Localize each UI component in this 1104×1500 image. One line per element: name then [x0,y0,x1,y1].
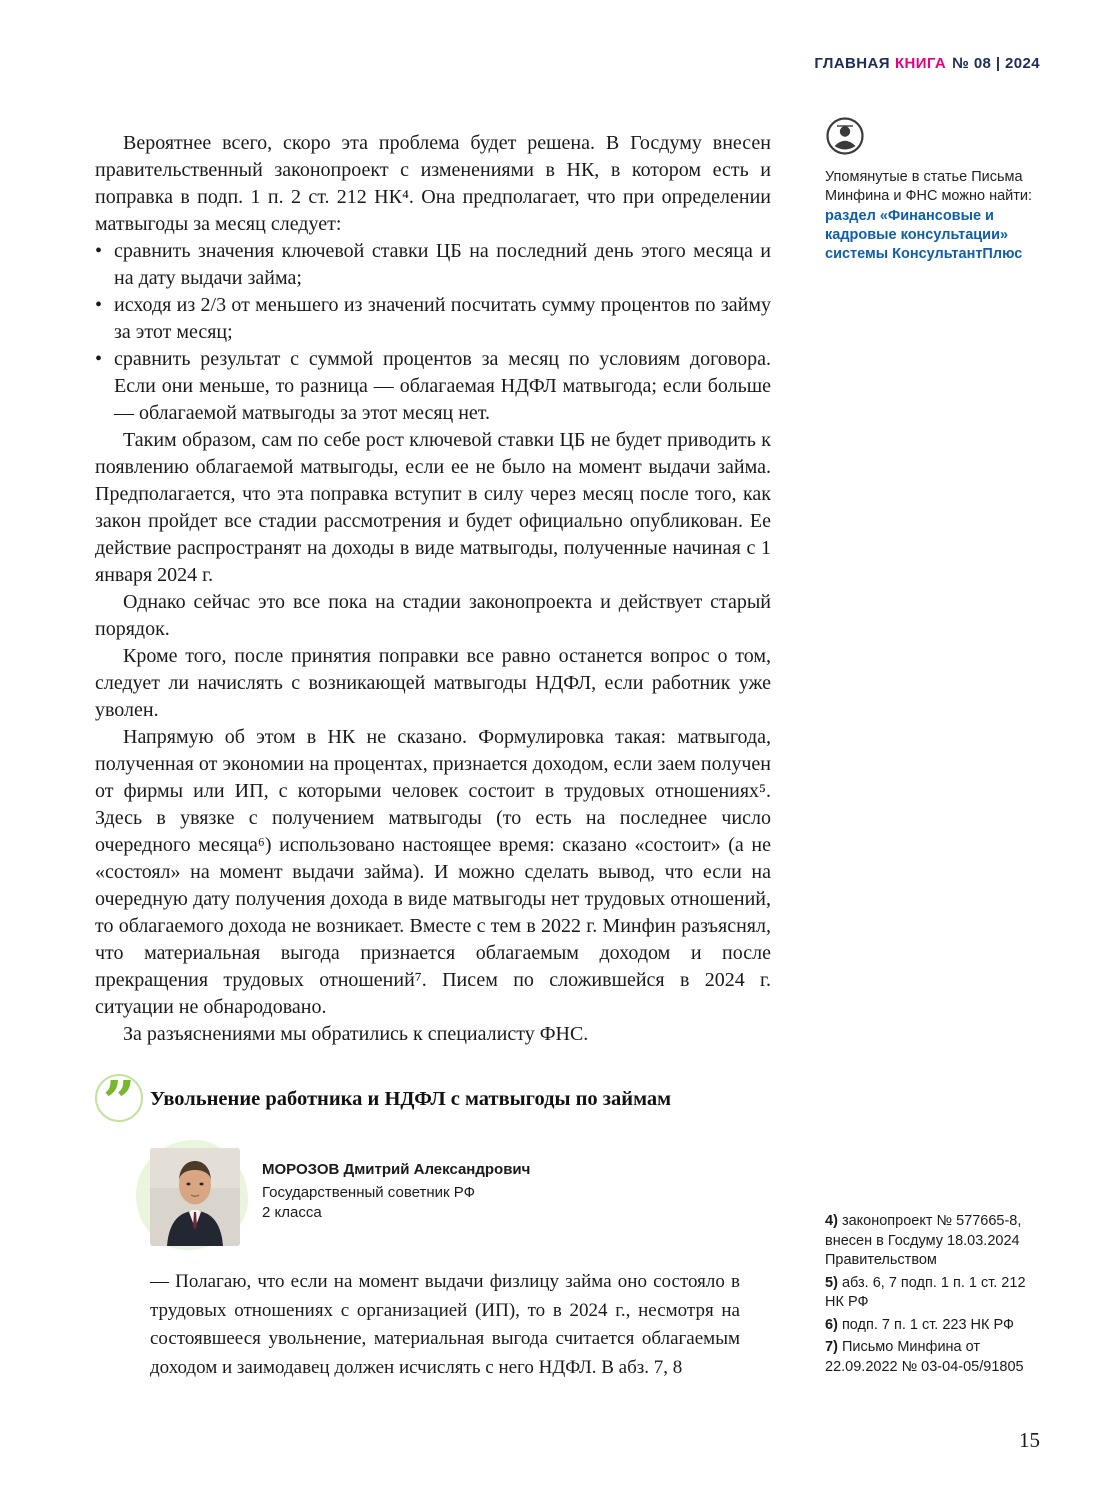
footnotes [825,1212,1047,1380]
list-item-text: сравнить значения ключевой ставки ЦБ на последний день этого месяца и на дату выдачи займа; [114,240,771,289]
bullet-marker: • [95,348,103,370]
footnote-text: подп. 7 п. 1 ст. 223 НК РФ [841,1316,1015,1333]
expert-portrait [150,1148,240,1246]
footnote [825,1338,1047,1377]
expert-meta [262,1148,530,1223]
footnote-number: 5) [825,1274,838,1291]
sidebar-note [825,116,1045,264]
magazine-title-main: ГЛАВНАЯ [814,55,890,72]
expert-title: Государственный советник РФ [262,1184,475,1201]
interview-section [95,1076,771,1382]
paragraph-intro: Вероятнее всего, скоро эта проблема будет решена. В Госдуму внесен правительственный законопроект с изменениями в НК, в котором есть и поправка в подп. 1 п. 2 ст. 212 НК⁴. Она предполагает, что при определении матвыгоды за месяц следует: [95,132,771,235]
sidebar-note-intro: Упомянутые в статье Письма Минфина и ФНС можно найти: [825,169,1033,204]
list-item-text: исходя из 2/3 от меньшего из значений посчитать сумму процентов по займу за этот месяц; [114,294,771,343]
quote-icon [95,1074,143,1122]
paragraph: Таким образом, сам по себе рост ключевой ставки ЦБ не будет приводить к появлению облагаемой матвыгоды, если ее не было на момент выдачи займа. Предполагается, что эта поправка вступит в силу через месяц после того, как закон пройдет все стадии рассмотрения и будет официально опубликован. Ее действие распространят на доходы в виде матвыгоды, полученные начиная с 1 января 2024 г. [95,429,771,586]
footnote-text: Письмо Минфина от 22.09.2022 № 03-04-05/91805 [825,1339,1024,1375]
expert-card [150,1148,771,1246]
footnote-number: 4) [825,1213,838,1229]
expert-photo [150,1148,240,1246]
expert-stamp-icon [825,116,865,156]
footnote [825,1316,1047,1336]
issue-number: № 08 | 2024 [952,55,1040,72]
footnote-text: законопроект № 577665-8, внесен в Госдуму 18.03.2024 Правительством [825,1213,1022,1268]
interview-heading: Увольнение работника и НДФЛ с матвыгоды по займам [150,1088,672,1111]
consultant-plus-reference: раздел «Финансовые и кадровые консультации» системы КонсультантПлюс [825,208,1023,262]
footnote-text: абз. 6, 7 подп. 1 п. 1 ст. 212 НК РФ [825,1274,1026,1310]
footnote-number: 7) [825,1339,838,1355]
quote-glyph: ” [102,1074,136,1122]
interview-header [95,1076,771,1124]
footnote [825,1274,1047,1313]
list-item [95,238,771,292]
paragraph: Напрямую об этом в НК не сказано. Формулировка такая: матвыгода, полученная от экономии на процентах, признается доходом, если заем получен от фирмы или ИП, с которыми человек состоит в трудовых отношениях⁵. Здесь в увязке с получением матвыгоды (то есть на последнее число очередного месяца⁶) использовано настоящее время: сказано «состоит» (а не «состоял» на момент выдачи займа). И можно сделать вывод, что если на очередную дату получения дохода в виде матвыгоды нет трудовых отношений, то облагаемого дохода не возникает. Вместе с тем в 2022 г. Минфин разъяснял, что материальная выгода признается облагаемым доходом и после прекращения трудовых отношений⁷. Писем по сложившейся в 2024 г. ситуации не обнародовано. [95,726,771,1018]
page-header [814,55,1040,72]
paragraph: Кроме того, после принятия поправки все равно останется вопрос о том, следует ли начислять с возникающей матвыгоды НДФЛ, если работник уже уволен. [95,645,771,721]
list-item [95,346,771,427]
expert-title: 2 класса [262,1204,322,1221]
expert-quote: — Полагаю, что если на момент выдачи физлицу займа оно состояло в трудовых отношениях с организацией (ИП), то в 2024 г., несмотря на состоявшееся увольнение, материальная выгода считается облагаемым доходом и заимодавец должен исчислять с него НДФЛ. В абз. 7, 8 [150,1271,740,1378]
paragraph: За разъяснениями мы обратились к специалисту ФНС. [123,1023,589,1045]
footnote-number: 6) [825,1316,838,1333]
bullet-marker: • [95,240,103,262]
bullet-marker: • [95,294,103,316]
article-body [95,130,771,1382]
expert-name: МОРОЗОВ Дмитрий Александрович [262,1161,531,1178]
footnote [825,1212,1047,1271]
magazine-title-accent: КНИГА [894,55,947,72]
list-item-text: сравнить результат с суммой процентов за месяц по условиям договора. Если они меньше, то разница — облагаемая НДФЛ матвыгода; если больше — облагаемой матвыгоды за этот месяц нет. [114,348,771,424]
page-number: 15 [1019,1428,1040,1452]
list-item [95,292,771,346]
paragraph: Однако сейчас это все пока на стадии законопроекта и действует старый порядок. [95,591,771,640]
